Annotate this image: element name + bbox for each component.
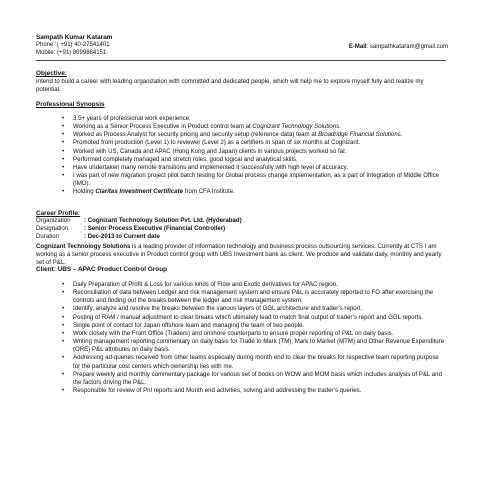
mobile-line: Mobile: (+91) 8099884151 xyxy=(36,50,107,56)
career-row xyxy=(36,217,242,225)
email-line xyxy=(349,44,448,52)
emphasis: Claritas Investment Certificate xyxy=(95,188,184,196)
candidate-name: Sampath Kumar Kataram xyxy=(36,34,113,41)
synopsis-list xyxy=(36,115,446,197)
client-duty-item: • Single point of contact for Japan offshore team and managing the team of two people. xyxy=(36,322,446,330)
client-duty-item: • Responsible for review of Pnl reports and Month end activities, solving and addressing the trader’s queries. xyxy=(36,387,446,395)
synopsis-item: • 3.5+ years of professional work experience. xyxy=(36,115,446,123)
email-label: E-Mail xyxy=(348,44,367,50)
emphasis: Cognizant Technology Solutions xyxy=(252,123,340,131)
company-text: is a leading provider of information technology and business process outsourcing services. Currently at CTS I am working as a senior process executive in Product control group with UBS Investment bank as client. We produce and validate daily, monthly and yearly set of P&L. xyxy=(36,243,442,267)
synopsis-item: • Worked with US, Canada and APAC (Hong Kong and Japan) clients in various projects worked so far. xyxy=(36,148,446,156)
client-duty-item: • Daily Preparation of Profit & Loss for various kinds of Flow and Exotic derivatives for APAC region. xyxy=(36,281,446,289)
synopsis-item: • Have undertaken many remote transitions and implemented it successfully with high level of accuracy. xyxy=(36,164,446,172)
email-value: : sampathkataram@gmail.com xyxy=(366,44,448,50)
company-name: Cognizant Technology Solutions xyxy=(36,243,131,250)
career-value: : Dec-2013 to Current date xyxy=(84,232,160,240)
phone-line: Phone :( +91) 40-27541401 xyxy=(36,42,110,48)
objective-text: Intend to build a career with leading organization with committed and dedicated people, which will help me to explore myself fully and realize my potential. xyxy=(36,78,424,94)
synopsis-item: • I was part of new migration project pilot batch testing for Global process change implementation, as a part of Integration of Middle Office (IMO). xyxy=(36,172,446,188)
client-duty-item: • Addressing ad-queries received from other teams especially during month end to clear the breaks for respective team reporting purpose for the particular cost centers which ownership lies with me. xyxy=(36,354,446,370)
company-description xyxy=(36,243,442,267)
synopsis-item: • Performed completely managed and stretch roles, good logical and analytical skills. xyxy=(36,156,446,164)
career-title: Career Profile: xyxy=(36,210,81,217)
career-row xyxy=(36,225,242,233)
synopsis-item: • Promoted from production (Level 1) to reviewer (Level 2) as a certifiers in span of six months at Cognizant. xyxy=(36,139,446,147)
client-title: Client: UBS – APAC Product Control Group xyxy=(36,266,168,273)
career-key: Organization xyxy=(36,217,71,224)
career-key: Designation xyxy=(36,224,69,232)
client-duty-item: • Writing management reporting commentary on daily basis for Trade to Mark (TM), Mark to Market (MTM) and Other Revenue Expenditure (ORE) P&L attributes on daily basis. xyxy=(36,338,446,354)
career-key: Duration xyxy=(36,232,60,240)
client-duty-item: • Reconciliation of data between Ledger and risk management system and ensure P&L is accurately reported to FO after exercising the controls and finding out the breaks between the ledger and risk management system. xyxy=(36,289,446,305)
synopsis-item: • Holding Claritas Investment Certificate from CFA Institute. xyxy=(36,188,446,196)
career-table xyxy=(36,217,242,241)
synopsis-item: • Worked as Process Analyst for security pricing and security setup (reference data) team at Broadridge Financial Solutions. xyxy=(36,131,446,139)
emphasis: Broadridge Financial Solutions xyxy=(318,131,401,139)
client-duty-item: • Prepare weekly and monthly commentary package for various set of books on WOW and MOM basis which includes analysis of P&L and the factors driving the P&L. xyxy=(36,371,446,387)
client-duties-list xyxy=(36,281,446,395)
header-divider xyxy=(36,60,446,61)
synopsis-item: • Working as a Senior Process Executive in Product control team at Cognizant Technology Solutions. xyxy=(36,123,446,131)
client-duty-item: • Posting of RAM / manual adjustment to clear breaks which ultimately lead to match final output of trader’s report and GGL reports. xyxy=(36,314,446,322)
synopsis-title: Professional Synopsis xyxy=(36,101,105,108)
resume-page xyxy=(36,0,448,395)
career-value: : Senior Process Executive (Financial Controller) xyxy=(84,224,226,232)
career-row xyxy=(36,233,242,241)
resume-header xyxy=(36,0,448,56)
client-duty-item: • Work closely with the Front Office (Traders) and onshore counterparts to ensure proper reporting of P&L on daily basis. xyxy=(36,330,446,338)
objective-title: Objective: xyxy=(36,70,67,77)
client-duty-item: • Identify, analyze and resolve the breaks between the various layers of GGL architecture and trader’s report. xyxy=(36,305,446,313)
career-value: : Cognizant Technology Solution Pvt. Ltd. (Hyderabad) xyxy=(84,217,242,224)
